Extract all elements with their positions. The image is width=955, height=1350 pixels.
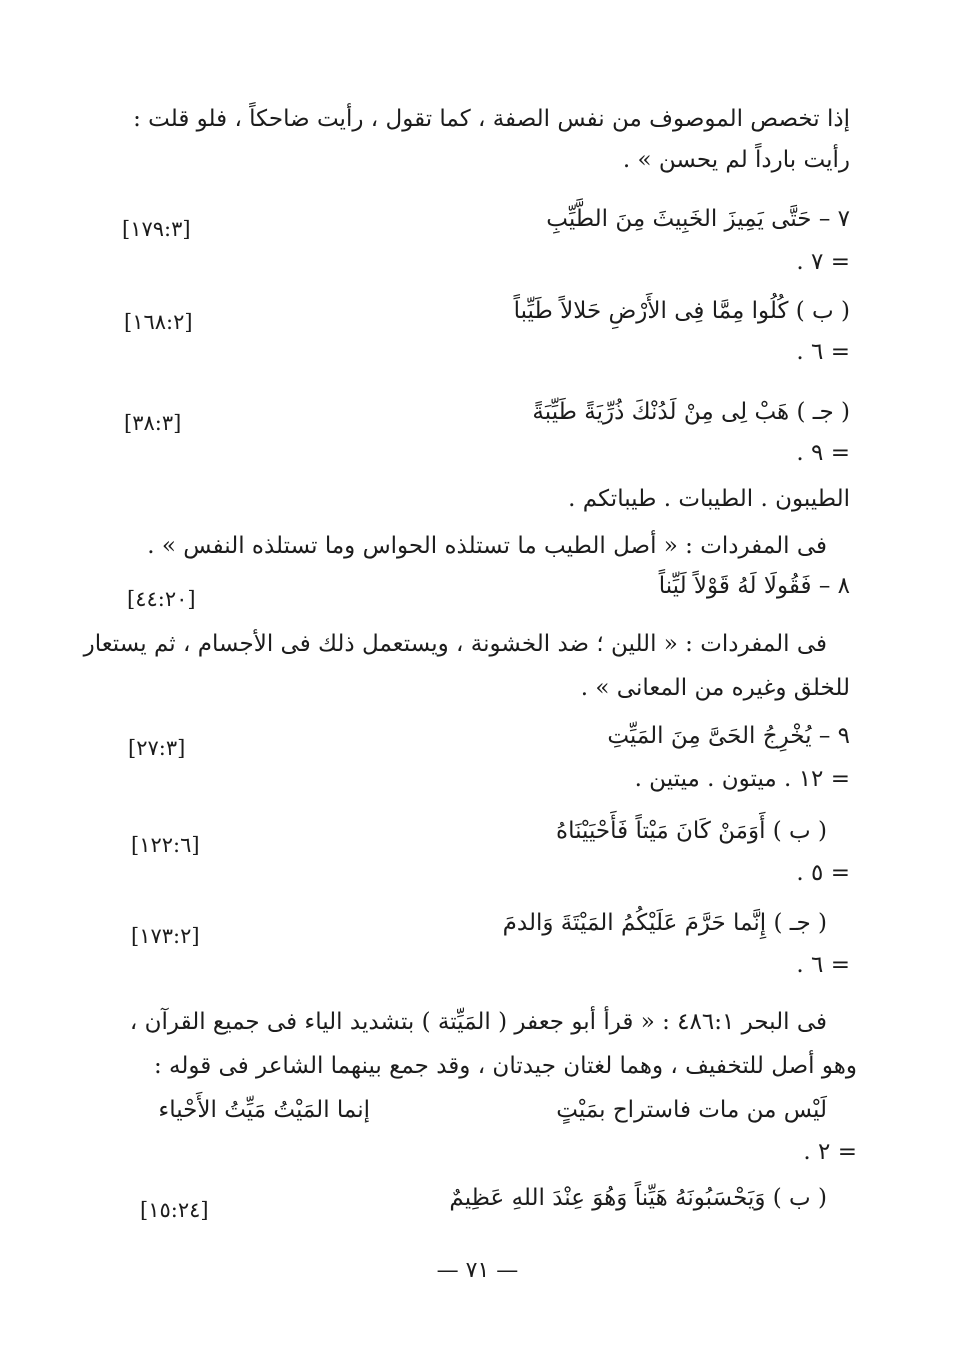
page-number: — ٧١ — xyxy=(436,1258,519,1283)
verse-reference: [١٧٩:٣] xyxy=(122,217,191,241)
text-line: وهو أصل للتخفيف ، وهما لغتان جيدتان ، وقد جمع بينهما الشاعر فى قوله : xyxy=(153,1053,857,1079)
verse-reference: [٤٤:٢٠] xyxy=(127,587,196,611)
poem-hemistich-second: إنما المَيْتُ مَيِّتُ الأَحْياء xyxy=(158,1097,370,1123)
count-line: = ٦ . xyxy=(796,952,850,978)
verse-line: ٧ – حَتَّى يَمِيزَ الخَبِيثَ مِنَ الطَّيِّبِ xyxy=(546,206,850,232)
verse-line: ( جـ ) إِنَّما حَرَّمَ عَلَيْكُمُ المَيْتَةَ وَالدمَ xyxy=(502,910,827,936)
verse-line: ( ب ) أَوَمَنْ كَانَ مَيْتاً فَأَحْيَيْنَاهُ xyxy=(556,818,827,844)
text-line: للخلق وغيره من المعانى » . xyxy=(580,675,850,701)
verse-line: ( جـ ) هَبْ لِى مِنْ لَدُنْكَ ذُرِّيَةً طَيِّبَةً xyxy=(532,399,850,425)
text-line: فى البحر ٤٨٦:١ : « قرأ أبو جعفر ( المَيِّتة ) بتشديد الياء فى جميع القرآن ، xyxy=(129,1009,827,1035)
verse-line: ( ب ) وَيَحْسَبُونَهُ هَيِّناً وَهُوَ عِنْدَ اللهِ عَظِيمٌ xyxy=(449,1185,827,1211)
text-line: رأيت بارداً لم يحسن » . xyxy=(622,147,850,173)
verse-reference: [١٢٢:٦] xyxy=(131,833,200,857)
verse-reference: [٣٨:٣] xyxy=(124,411,182,435)
verse-reference: [١٥:٢٤] xyxy=(140,1198,209,1222)
count-line: = ٢ . xyxy=(803,1139,857,1165)
text-line: فى المفردات : « أصل الطيب ما تستلذه الحواس وما تستلذه النفس » . xyxy=(147,533,827,559)
count-line: = ٧ . xyxy=(796,249,850,275)
poem-hemistich-first: لَيْس من مات فاستراح بمَيْتٍ xyxy=(556,1097,827,1123)
verse-reference: [١٧٣:٢] xyxy=(131,924,200,948)
verse-reference: [٢٧:٣] xyxy=(128,736,186,760)
count-line: = ٥ . xyxy=(796,860,850,886)
count-line: = ١٢ . ميتون . ميتين . xyxy=(634,766,850,792)
verse-reference: [١٦٨:٢] xyxy=(124,310,193,334)
text-line: فى المفردات : « اللين ؛ ضد الخشونة ، ويستعمل ذلك فى الأجسام ، ثم يستعار xyxy=(83,631,827,657)
verse-line: ٩ – يُخْرِجُ الحَىَّ مِنَ المَيِّتِ xyxy=(607,723,850,749)
verse-line: ( ب ) كُلُوا مِمَّا فِى الأَرْضِ حَلالاً طَيِّباً xyxy=(513,298,850,324)
text-line: إذا تخصص الموصوف من نفس الصفة ، كما تقول ، رأيت ضاحكاً ، فلو قلت : xyxy=(133,106,850,132)
verse-line: ٨ – فَقُولَا لَهُ قَوْلاً لَيِّناً xyxy=(658,573,850,599)
text-line: الطيبون . الطيبات . طيباتكم . xyxy=(568,486,850,512)
count-line: = ٦ . xyxy=(796,339,850,365)
count-line: = ٩ . xyxy=(796,440,850,466)
